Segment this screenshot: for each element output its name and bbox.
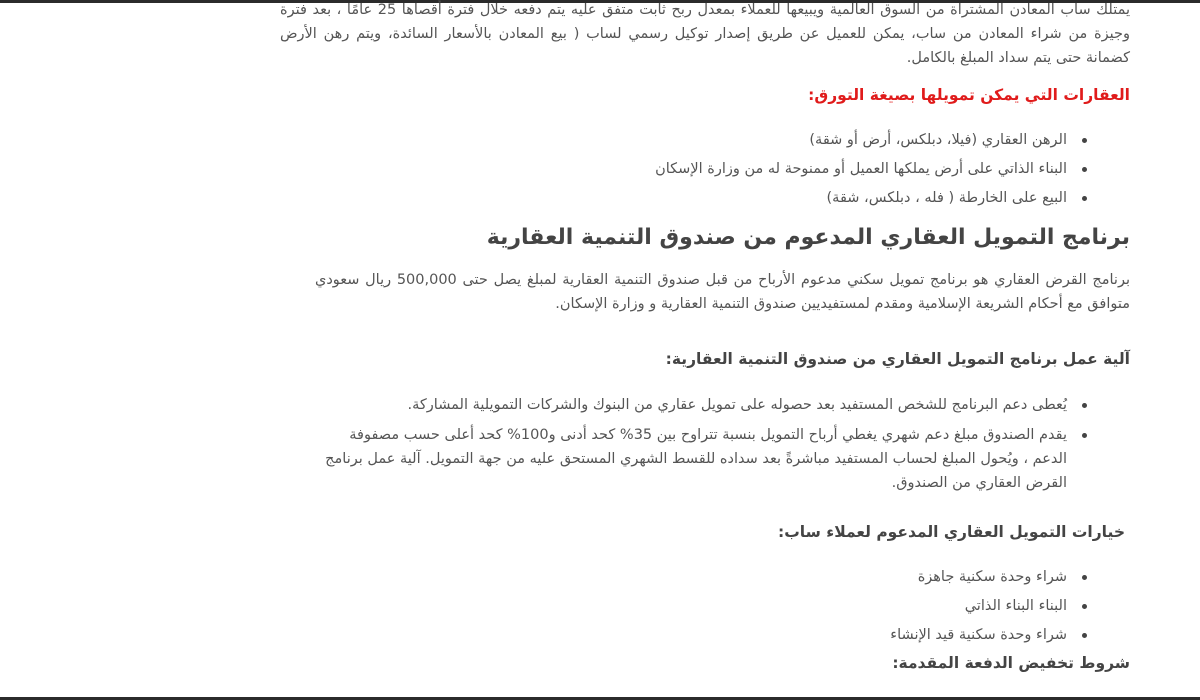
bullet-icon <box>1082 138 1087 143</box>
bullet-icon <box>1082 403 1087 408</box>
intro-paragraph: يمتلك ساب المعادن المشتراة من السوق العالمية ويبيعها للعملاء بمعدل ربح ثابت متفق عليه يتم دفعه خلال فترة أقصاها 25 عامًا ، بعد فترة وجيزة من شراء المعادن من ساب، يمكن للعميل عن طريق إصدار توكيل رسمي لساب ( بيع المعادن بالأسعار السائدة، ويتم رهن الأرض كضمانة حتى يتم سداد المبلغ بالكامل. <box>280 2 1130 66</box>
list-item <box>695 594 1095 618</box>
tawarruq-heading: العقارات التي يمكن تمويلها بصيغة التورق: <box>808 86 1130 104</box>
list-item-text: البناء البناء الذاتي <box>964 598 1067 614</box>
bullet-icon <box>1082 167 1087 172</box>
bullet-icon <box>1082 433 1087 438</box>
options-list <box>695 565 1095 652</box>
list-item <box>315 423 1095 495</box>
list-item <box>495 128 1095 152</box>
bullet-icon <box>1082 196 1087 201</box>
list-item-text: شراء وحدة سكنية جاهزة <box>917 569 1067 585</box>
list-item <box>695 623 1095 647</box>
list-item-text: الرهن العقاري (فيلا، دبلكس، أرض أو شقة) <box>809 132 1067 148</box>
list-item <box>695 565 1095 589</box>
list-item <box>495 157 1095 181</box>
list-item-text: شراء وحدة سكنية قيد الإنشاء <box>890 627 1067 643</box>
list-item-text: يُعطى دعم البرنامج للشخص المستفيد بعد حصوله على تمويل عقاري من البنوك والشركات التمويلية المشاركة. <box>407 397 1067 413</box>
mechanism-list <box>315 393 1095 501</box>
options-heading: خيارات التمويل العقاري المدعوم لعملاء ساب: <box>778 523 1125 541</box>
list-item-text: البيع على الخارطة ( فله ، دبلكس، شقة) <box>826 190 1067 206</box>
mechanism-heading: آلية عمل برنامج التمويل العقاري من صندوق التنمية العقارية: <box>665 350 1130 368</box>
program-paragraph: برنامج القرض العقاري هو برنامج تمويل سكني مدعوم الأرباح من قبل صندوق التنمية العقارية لمبلغ يصل حتى 500,000 ريال سعودي متوافق مع أحكام الشريعة الإسلامية ومقدم لمستفيديين صندوق التنمية العقارية و وزارة الإسكان. <box>315 272 1130 312</box>
list-item-text: البناء الذاتي على أرض يملكها العميل أو ممنوحة له من وزارة الإسكان <box>655 161 1067 177</box>
list-item <box>315 393 1095 417</box>
program-heading: برنامج التمويل العقاري المدعوم من صندوق التنمية العقارية <box>486 225 1130 250</box>
tawarruq-list <box>495 128 1095 215</box>
list-item <box>495 186 1095 210</box>
bullet-icon <box>1082 575 1087 580</box>
list-item-text: يقدم الصندوق مبلغ دعم شهري يغطي أرباح التمويل بنسبة تتراوح بين 35% كحد أدنى و100% كحد أعلى حسب مصفوفة الدعم ، ويُحول المبلغ لحساب المستفيد مباشرةً بعد سداده للقسط الشهري المستحق عليه من جهة التمويل. آلية عمل برنامج القرض العقاري من الصندوق. <box>325 427 1067 491</box>
bullet-icon <box>1082 604 1087 609</box>
bullet-icon <box>1082 633 1087 638</box>
downpayment-heading: شروط تخفيض الدفعة المقدمة: <box>892 654 1130 672</box>
